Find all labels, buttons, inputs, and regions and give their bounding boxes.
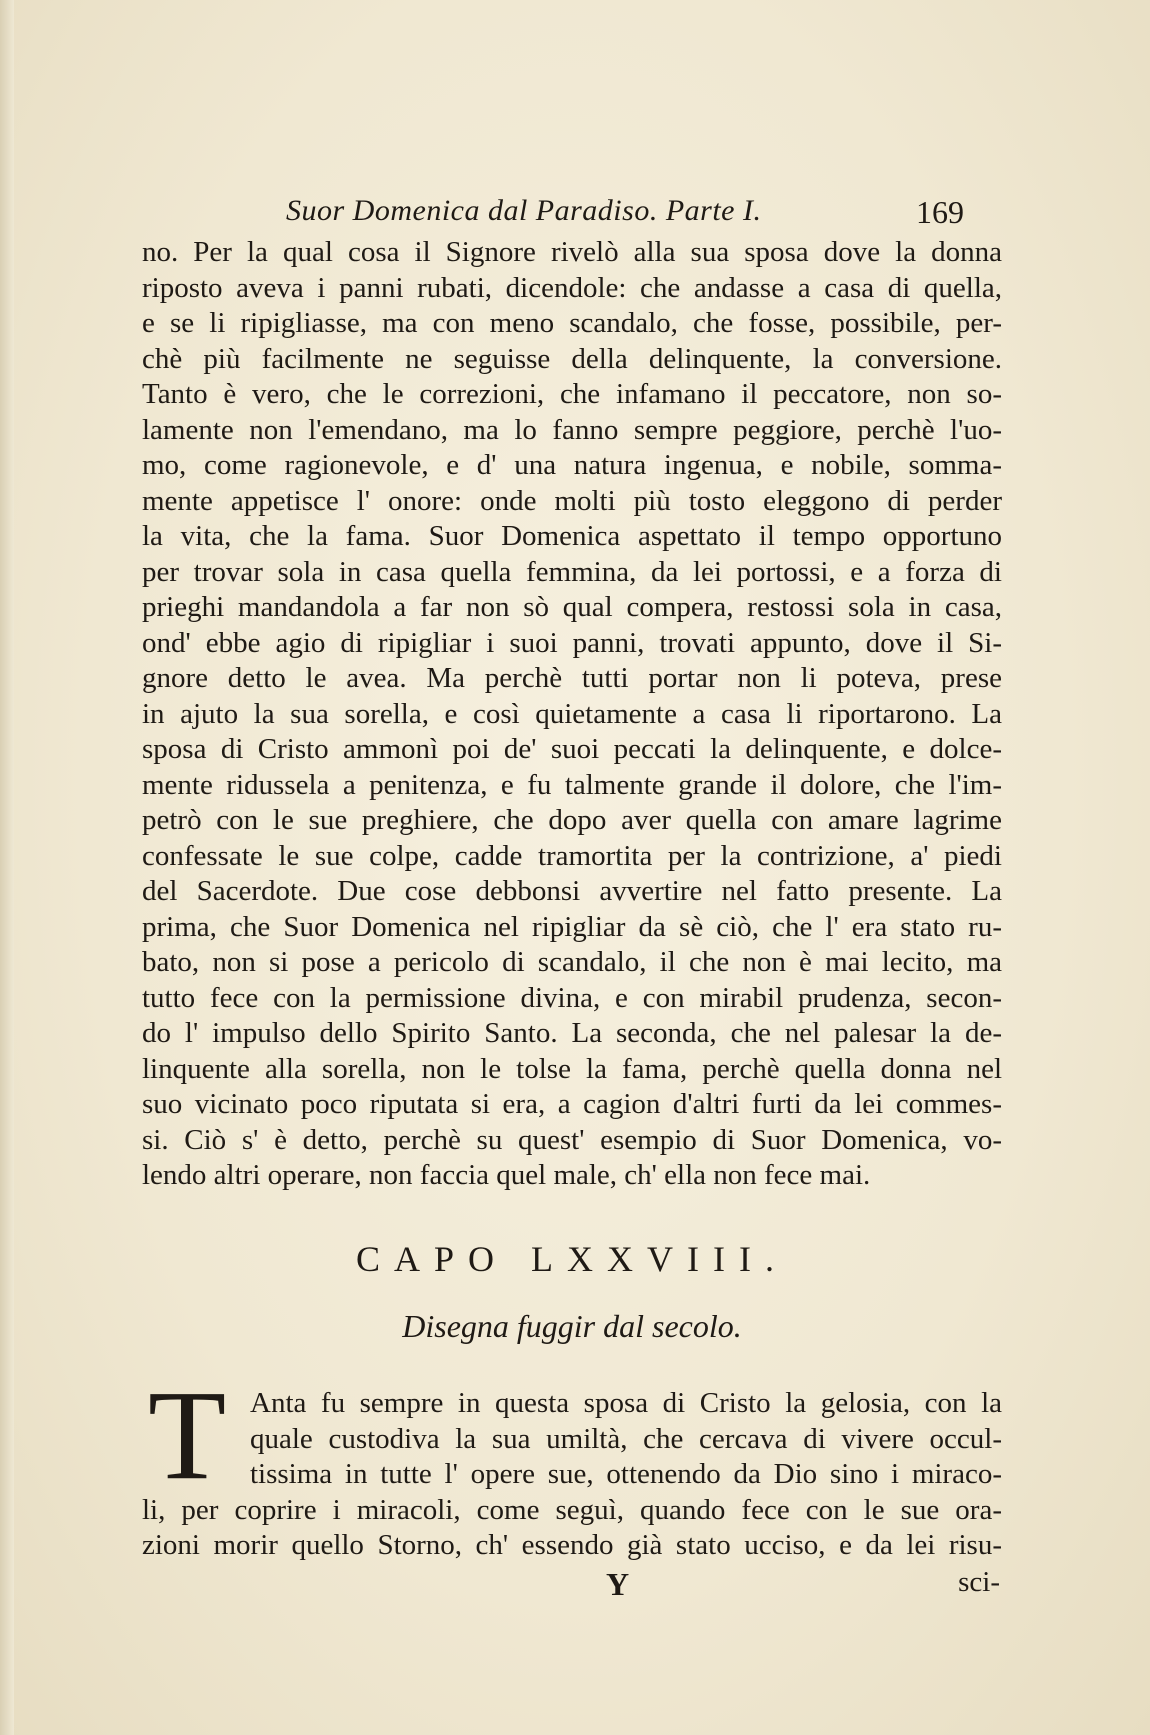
text-line: mo, come ragionevole, e d' una natura ingenua, e nobile, somma-	[142, 449, 1002, 481]
chapter-text	[142, 1386, 1002, 1564]
text-line: suo vicinato poco riputata si era, a cagion d'altri furti da lei commes-	[142, 1088, 1002, 1120]
chapter-title: CAPO LXXVIII.	[356, 1239, 788, 1279]
text-line: do l' impulso dello Spirito Santo. La seconda, che nel palesar la de-	[142, 1017, 1002, 1049]
text-line: tissima in tutte l' opere sue, ottenendo da Dio sino i miraco-	[250, 1458, 1002, 1490]
text-line: per trovar sola in casa quella femmina, da lei portossi, e a forza di	[142, 555, 1002, 588]
text-line: prieghi mandandola a far non sò qual compera, restossi sola in casa,	[142, 591, 1002, 623]
text-line: confessate le sue colpe, cadde tramortita per la contrizione, a' piedi	[142, 839, 1002, 872]
catchword: sci-	[958, 1566, 1000, 1598]
text-line: no. Per la qual cosa il Signore rivelò alla sua sposa dove la donna	[142, 236, 1002, 268]
running-head	[0, 194, 1150, 230]
text-line: gnore detto le avea. Ma perchè tutti portar non li poteva, prese	[142, 662, 1002, 694]
text-line: ond' ebbe agio di ripigliar i suoi panni, trovati appunto, dove il Si-	[142, 626, 1002, 659]
text-line: la vita, che la fama. Suor Domenica aspettato il tempo opportuno	[142, 520, 1002, 552]
text-line: petrò con le sue preghiere, che dopo aver quella con amare lagrime	[142, 804, 1002, 836]
running-head-title: Suor Domenica dal Paradiso. Parte I.	[286, 194, 762, 227]
text-line: si. Ciò s' è detto, perchè su quest' esempio di Suor Domenica, vo-	[142, 1123, 1002, 1156]
text-line: prima, che Suor Domenica nel ripigliar da sè ciò, che l' era stato ru-	[142, 910, 1002, 943]
text-line: linquente alla sorella, non le tolse la fama, perchè quella donna nel	[142, 1052, 1002, 1085]
signature-mark: Y	[606, 1566, 630, 1602]
text-line: bato, non si pose a pericolo di scandalo, il che non è mai lecito, ma	[142, 946, 1002, 978]
text-line: chè più facilmente ne seguisse della delinquente, la conversione.	[142, 342, 1002, 375]
text-line: del Sacerdote. Due cose debbonsi avvertire nel fatto presente. La	[142, 875, 1002, 907]
text-line: lamente non l'emendano, ma lo fanno sempre peggiore, perchè l'uo-	[142, 413, 1002, 446]
text-line: sposa di Cristo ammonì poi de' suoi peccati la delinquente, e dolce-	[142, 733, 1002, 765]
text-line: mente ridussela a penitenza, e fu talmente grande il dolore, che l'im-	[142, 768, 1002, 801]
drop-cap-letter: T	[148, 1364, 227, 1506]
text-line: tutto fece con la permissione divina, e con mirabil prudenza, secon-	[142, 981, 1002, 1014]
text-line: mente appetisce l' onore: onde molti più tosto eleggono di perder	[142, 484, 1002, 517]
text-line: quale custodiva la sua umiltà, che cercava di vivere occul-	[250, 1422, 1002, 1455]
text-line: in ajuto la sua sorella, e così quietamente a casa li riportarono. La	[142, 697, 1002, 730]
text-line: li, per coprire i miracoli, come seguì, quando fece con le sue ora-	[142, 1493, 1002, 1526]
text-line: lendo altri operare, non faccia quel male, ch' ella non fece mai.	[142, 1159, 871, 1191]
body-text	[142, 235, 1002, 1194]
page-number: 169	[916, 194, 964, 230]
chapter-subtitle: Disegna fuggir dal secolo.	[402, 1308, 742, 1344]
text-line: zioni morir quello Storno, ch' essendo già stato ucciso, e da lei risu-	[142, 1529, 1002, 1561]
text-line: Anta fu sempre in questa sposa di Cristo la gelosia, con la	[250, 1387, 1002, 1419]
text-line: e se li ripigliasse, ma con meno scandalo, che fosse, possibile, per-	[142, 307, 1002, 339]
text-line: Tanto è vero, che le correzioni, che infamano il peccatore, non so-	[142, 378, 1002, 410]
text-line: riposto aveva i panni rubati, dicendole: che andasse a casa di quella,	[142, 271, 1002, 304]
